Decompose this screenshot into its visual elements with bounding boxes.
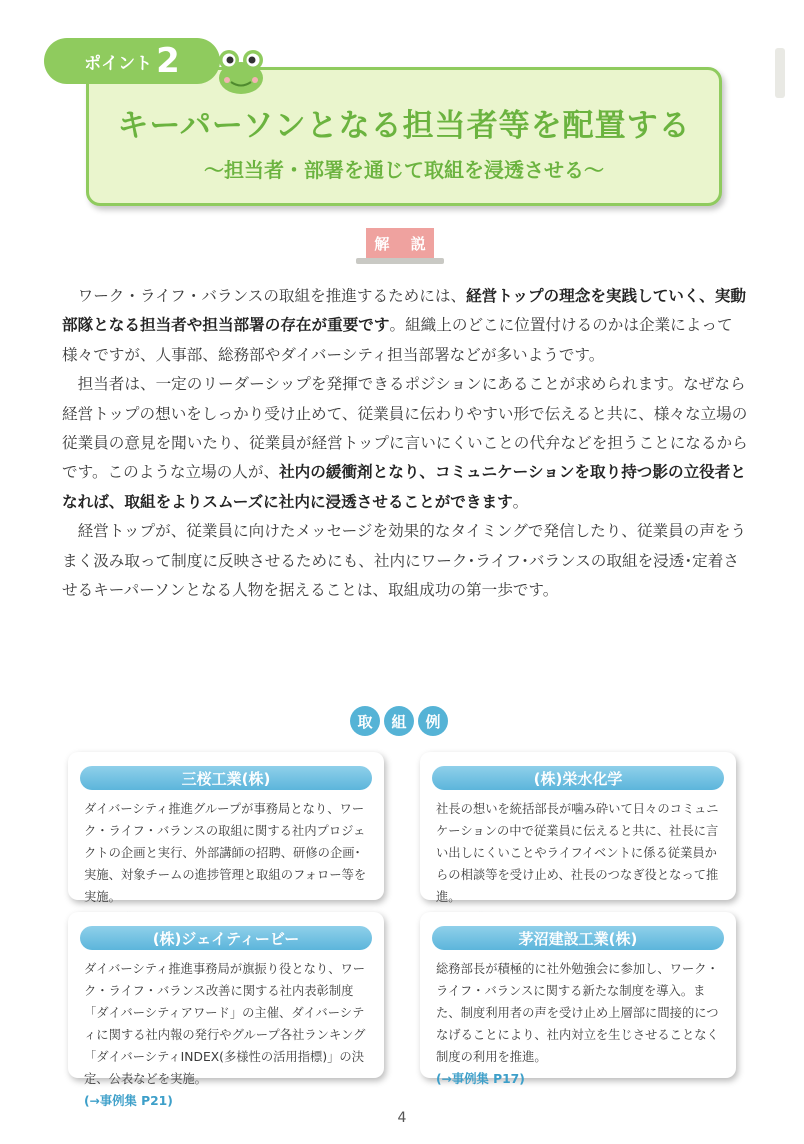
- example-card-jtb: [68, 912, 384, 1108]
- card-title: (株)ジェイティービー: [80, 926, 372, 950]
- card-text: 総務部長が積極的に社外勉強会に参加し、ワーク・ライフ・バランスに関する新たな制度を導入。また、制度利用者の声を受け止め上層部に間接的につなげることにより、社内対立を生じさせることなく制度の利用を推進。: [436, 962, 719, 1064]
- examples-header: [350, 706, 448, 736]
- example-card-sanoh: [68, 752, 384, 904]
- p1-text-c: 。組織上のどこに位置付けるのかは企業によって様々ですが、人事部、総務部やダイバーシティ担当部署などが多いようです。: [62, 316, 733, 364]
- example-card-eisui: [420, 752, 736, 904]
- page-subtitle: 〜担当者・部署を通じて取組を浸透させる〜: [204, 158, 604, 182]
- examples-header-char-2: 組: [384, 706, 414, 736]
- paragraph-2: [62, 370, 752, 517]
- card-text: ダイバーシティ推進グループが事務局となり、ワーク・ライフ・バランスの取組に関する社内プロジェクトの企画と実行、外部講師の招聘、研修の企画･実施、対象チームの進捗管理と取組のフォロー等を実施。: [84, 802, 367, 904]
- point-badge-number: 2: [156, 41, 180, 81]
- p2-text-c: 。: [512, 492, 529, 511]
- page-edge-tab: [775, 48, 785, 98]
- card-text: 社長の想いを統括部長が噛み砕いて日々のコミュニケーションの中で従業員に伝えると共に、社長に言い出しにくいことやライフイベントに係る従業員からの相談等を受け止め、社長のつなぎ役となって推進。: [436, 802, 719, 904]
- frog-mascot-icon: [212, 44, 270, 96]
- page-number: 4: [397, 1110, 407, 1126]
- explanation-tag: 解 説: [366, 228, 434, 258]
- paragraph-1: [62, 282, 752, 370]
- card-reference: (→事例集 P21): [84, 1094, 173, 1108]
- example-card-kayanuma: [420, 912, 736, 1086]
- card-title: (株)栄水化学: [432, 766, 724, 790]
- p2-text-a: 担当者は、一定のリーダーシップを発揮できるポジションにあることが求められます。なぜなら経営トップの想いをしっかり受け止めて、従業員に伝わりやすい形で伝えると共に、様々な立場の従業員の意見を聞いたり、従業員が経営トップに言いにくいことの代弁などを担うことになるからです。このような立場の人が、: [62, 375, 748, 482]
- examples-header-char-3: 例: [418, 706, 448, 736]
- p1-text-a: ワーク・ライフ・バランスの取組を推進するためには、: [77, 287, 467, 305]
- point-badge-label: ポイント: [84, 53, 153, 74]
- card-title: 茅沼建設工業(株): [432, 926, 724, 950]
- p1-emphasis: 経営トップの理念を実践していく、実動部隊となる担当者や担当部署の存在が重要です: [62, 287, 746, 335]
- title-box: [86, 67, 722, 206]
- card-reference: (→事例集 P17): [436, 1072, 525, 1086]
- point-badge: [44, 38, 220, 84]
- paragraph-3: 経営トップが、従業員に向けたメッセージを効果的なタイミングで発信したり、従業員の声をうまく汲み取って制度に反映させるためにも、社内にワーク･ライフ･バランスの取組を浸透･定着させるキーパーソンとなる人物を据えることは、取組成功の第一歩です。: [62, 522, 747, 600]
- card-title: 三桜工業(株): [80, 766, 372, 790]
- card-text: ダイバーシティ推進事務局が旗振り役となり、ワーク・ライフ・バランス改善に関する社内表彰制度「ダイバーシティアワード」の主催、ダイバーシティに関する社内報の発行やグループ各社ランキング「ダイバーシティINDEX(多様性の活用指標)」の決定、公表などを実施。: [84, 962, 366, 1086]
- p2-emphasis: 社内の緩衝剤となり、コミュニケーションを取り持つ影の立役者となれば、取組をよりスムーズに社内に浸透させることができます: [62, 463, 746, 511]
- page-title: キーパーソンとなる担当者等を配置する: [117, 108, 691, 144]
- explanation-body: [62, 282, 752, 605]
- examples-header-char-1: 取: [350, 706, 380, 736]
